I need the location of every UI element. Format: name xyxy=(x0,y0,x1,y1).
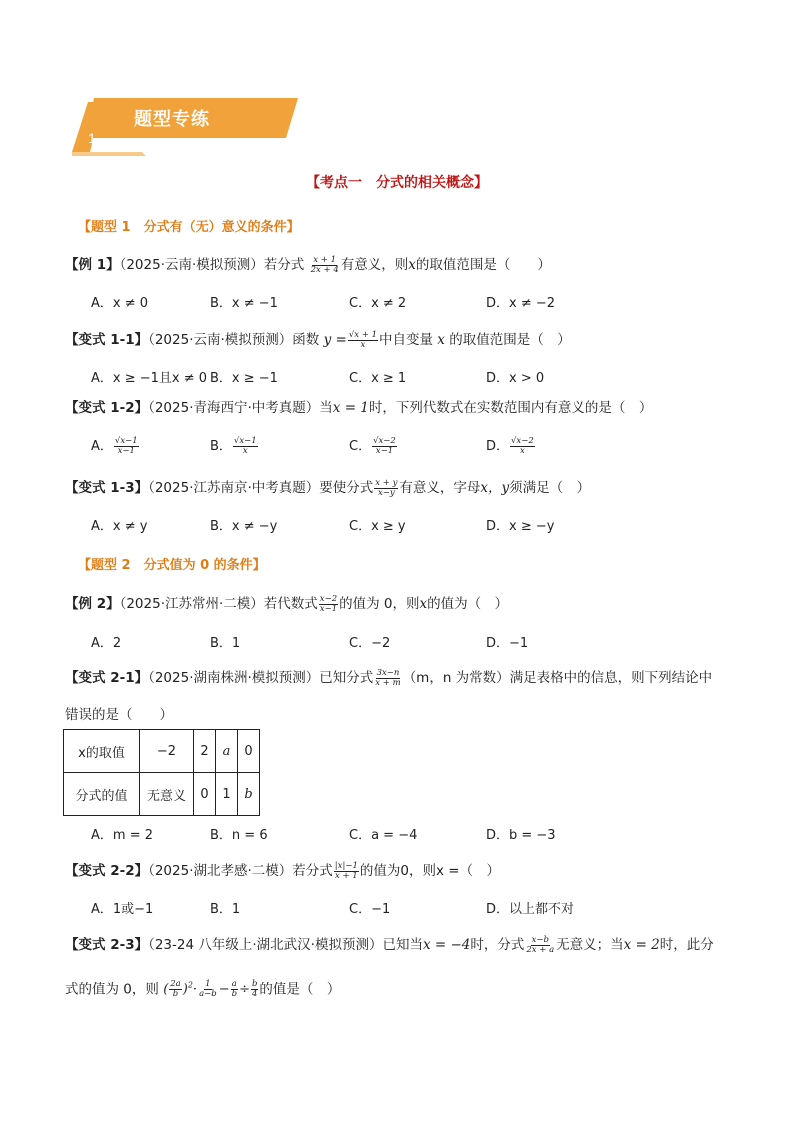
value-table xyxy=(63,729,260,816)
option-a: A．x ≠ y xyxy=(91,519,148,534)
option-a: A．x ≠ 0 xyxy=(91,296,149,311)
option-d: D．以上都不对 xyxy=(486,902,575,917)
option-c: C．a = −4 xyxy=(349,828,418,843)
question-ex1: 【例 1】（2025·云南·模拟预测）若分式 $\frac{x + 1}{2x + 4}$ 有意义，则x的取值范围是（ ） xyxy=(65,254,551,275)
option-b: B．x ≥ −1 xyxy=(210,371,278,386)
question-type-1: 【题型 1 分式有（无）意义的条件】 xyxy=(78,220,300,235)
question-v23-line2: 式的值为 0，则 ( $\frac{2a}{b}$ )$^2$· $\frac{1}{a-b}$ − $\frac{a}{b}$ ÷ $\frac{b}{4}$ 的值是（ ） xyxy=(65,979,341,1000)
option-c: C．x ≠ 2 xyxy=(349,296,407,311)
table-row: x的取值 −2 2 a 0 xyxy=(64,730,260,773)
question-v23: 【变式 2-3】（23-24 八年级上·湖北武汉·模拟预测）已知当x = −4时，分式 $\frac{x-b}{2x + a}$ 无意义；当x = 2时，此分 xyxy=(65,934,714,955)
option-a: A．x ≥ −1且x ≠ 0 xyxy=(91,371,208,386)
option-b: B．1 xyxy=(210,902,241,917)
option-d: D． $\frac{√x-2}{x}$ xyxy=(486,436,534,456)
option-c: C．−2 xyxy=(349,636,391,651)
option-c: C．−1 xyxy=(349,902,391,917)
option-a: A． $\frac{√x-1}{x-1}$ xyxy=(91,436,138,456)
fraction: $\frac{|x|-1}{x + 1}$ xyxy=(334,860,358,881)
option-d: D．b = −3 xyxy=(486,828,556,843)
fraction: $\frac{x-2}{x-1}$ xyxy=(319,593,338,614)
option-a: A．m = 2 xyxy=(91,828,153,843)
expression: ( $\frac{2a}{b}$ )$^2$· $\frac{1}{a-b}$ − $\frac{a}{b}$ ÷ $\frac{b}{4}$ xyxy=(163,979,258,1000)
question-v11: 【变式 1-1】（2025·云南·模拟预测）函数 y = $\frac{√x + 1}{x}$ 中自变量 x 的取值范围是（ ） xyxy=(65,329,571,350)
fraction: $\frac{√x + 1}{x}$ xyxy=(348,329,377,350)
question-type-2: 【题型 2 分式值为 0 的条件】 xyxy=(78,558,266,573)
option-c: C． $\frac{√x-2}{x-1}$ xyxy=(349,436,396,456)
question-v21-line2: 错误的是（ ） xyxy=(65,707,173,723)
option-d: D．x > 0 xyxy=(486,371,545,386)
question-ex2: 【例 2】（2025·江苏常州·二模）若代数式 $\frac{x-2}{x-1}$ 的值为 0，则x的值为（ ） xyxy=(65,593,509,614)
banner-title: 题型专练 xyxy=(134,109,210,130)
option-b: B．n = 6 xyxy=(210,828,268,843)
fraction: $\frac{3x-n}{x + m}$ xyxy=(375,667,401,688)
banner-number: 1 xyxy=(88,130,96,146)
option-b: B．x ≠ −1 xyxy=(210,296,278,311)
option-d: D．x ≠ −2 xyxy=(486,296,556,311)
option-d: D．−1 xyxy=(486,636,529,651)
fraction: $\frac{x-b}{2x + a}$ xyxy=(526,934,555,955)
fraction: $\frac{x + y}{x-y}$ xyxy=(375,477,398,498)
option-a: A．2 xyxy=(91,636,122,651)
option-b: B．x ≠ −y xyxy=(210,519,278,534)
option-d: D．x ≥ −y xyxy=(486,519,555,534)
question-v21: 【变式 2-1】（2025·湖南株洲·模拟预测）已知分式 $\frac{3x-n}{x + m}$ （m，n 为常数）满足表格中的信息，则下列结论中 xyxy=(65,667,713,688)
topic-heading: 【考点一 分式的相关概念】 xyxy=(306,175,488,191)
fraction: $\frac{x + 1}{2x + 4}$ xyxy=(310,254,339,275)
question-v13: 【变式 1-3】（2025·江苏南京·中考真题）要使分式 $\frac{x + y}{x-y}$ 有意义，字母x，y须满足（ ） xyxy=(65,477,591,498)
option-b: B．1 xyxy=(210,636,241,651)
question-v12: 【变式 1-2】（2025·青海西宁·中考真题）当x = 1时，下列代数式在实数范围内有意义的是（ ） xyxy=(65,400,653,416)
option-c: C．x ≥ y xyxy=(349,519,406,534)
option-c: C．x ≥ 1 xyxy=(349,371,407,386)
table-row: 分式的值 无意义 0 1 b xyxy=(64,773,260,816)
option-b: B． $\frac{√x-1}{x}$ xyxy=(210,436,257,456)
question-v22: 【变式 2-2】（2025·湖北孝感·二模）若分式 $\frac{|x|-1}{x + 1}$ 的值为0，则x =（ ） xyxy=(65,860,501,881)
option-a: A．1或−1 xyxy=(91,902,154,917)
